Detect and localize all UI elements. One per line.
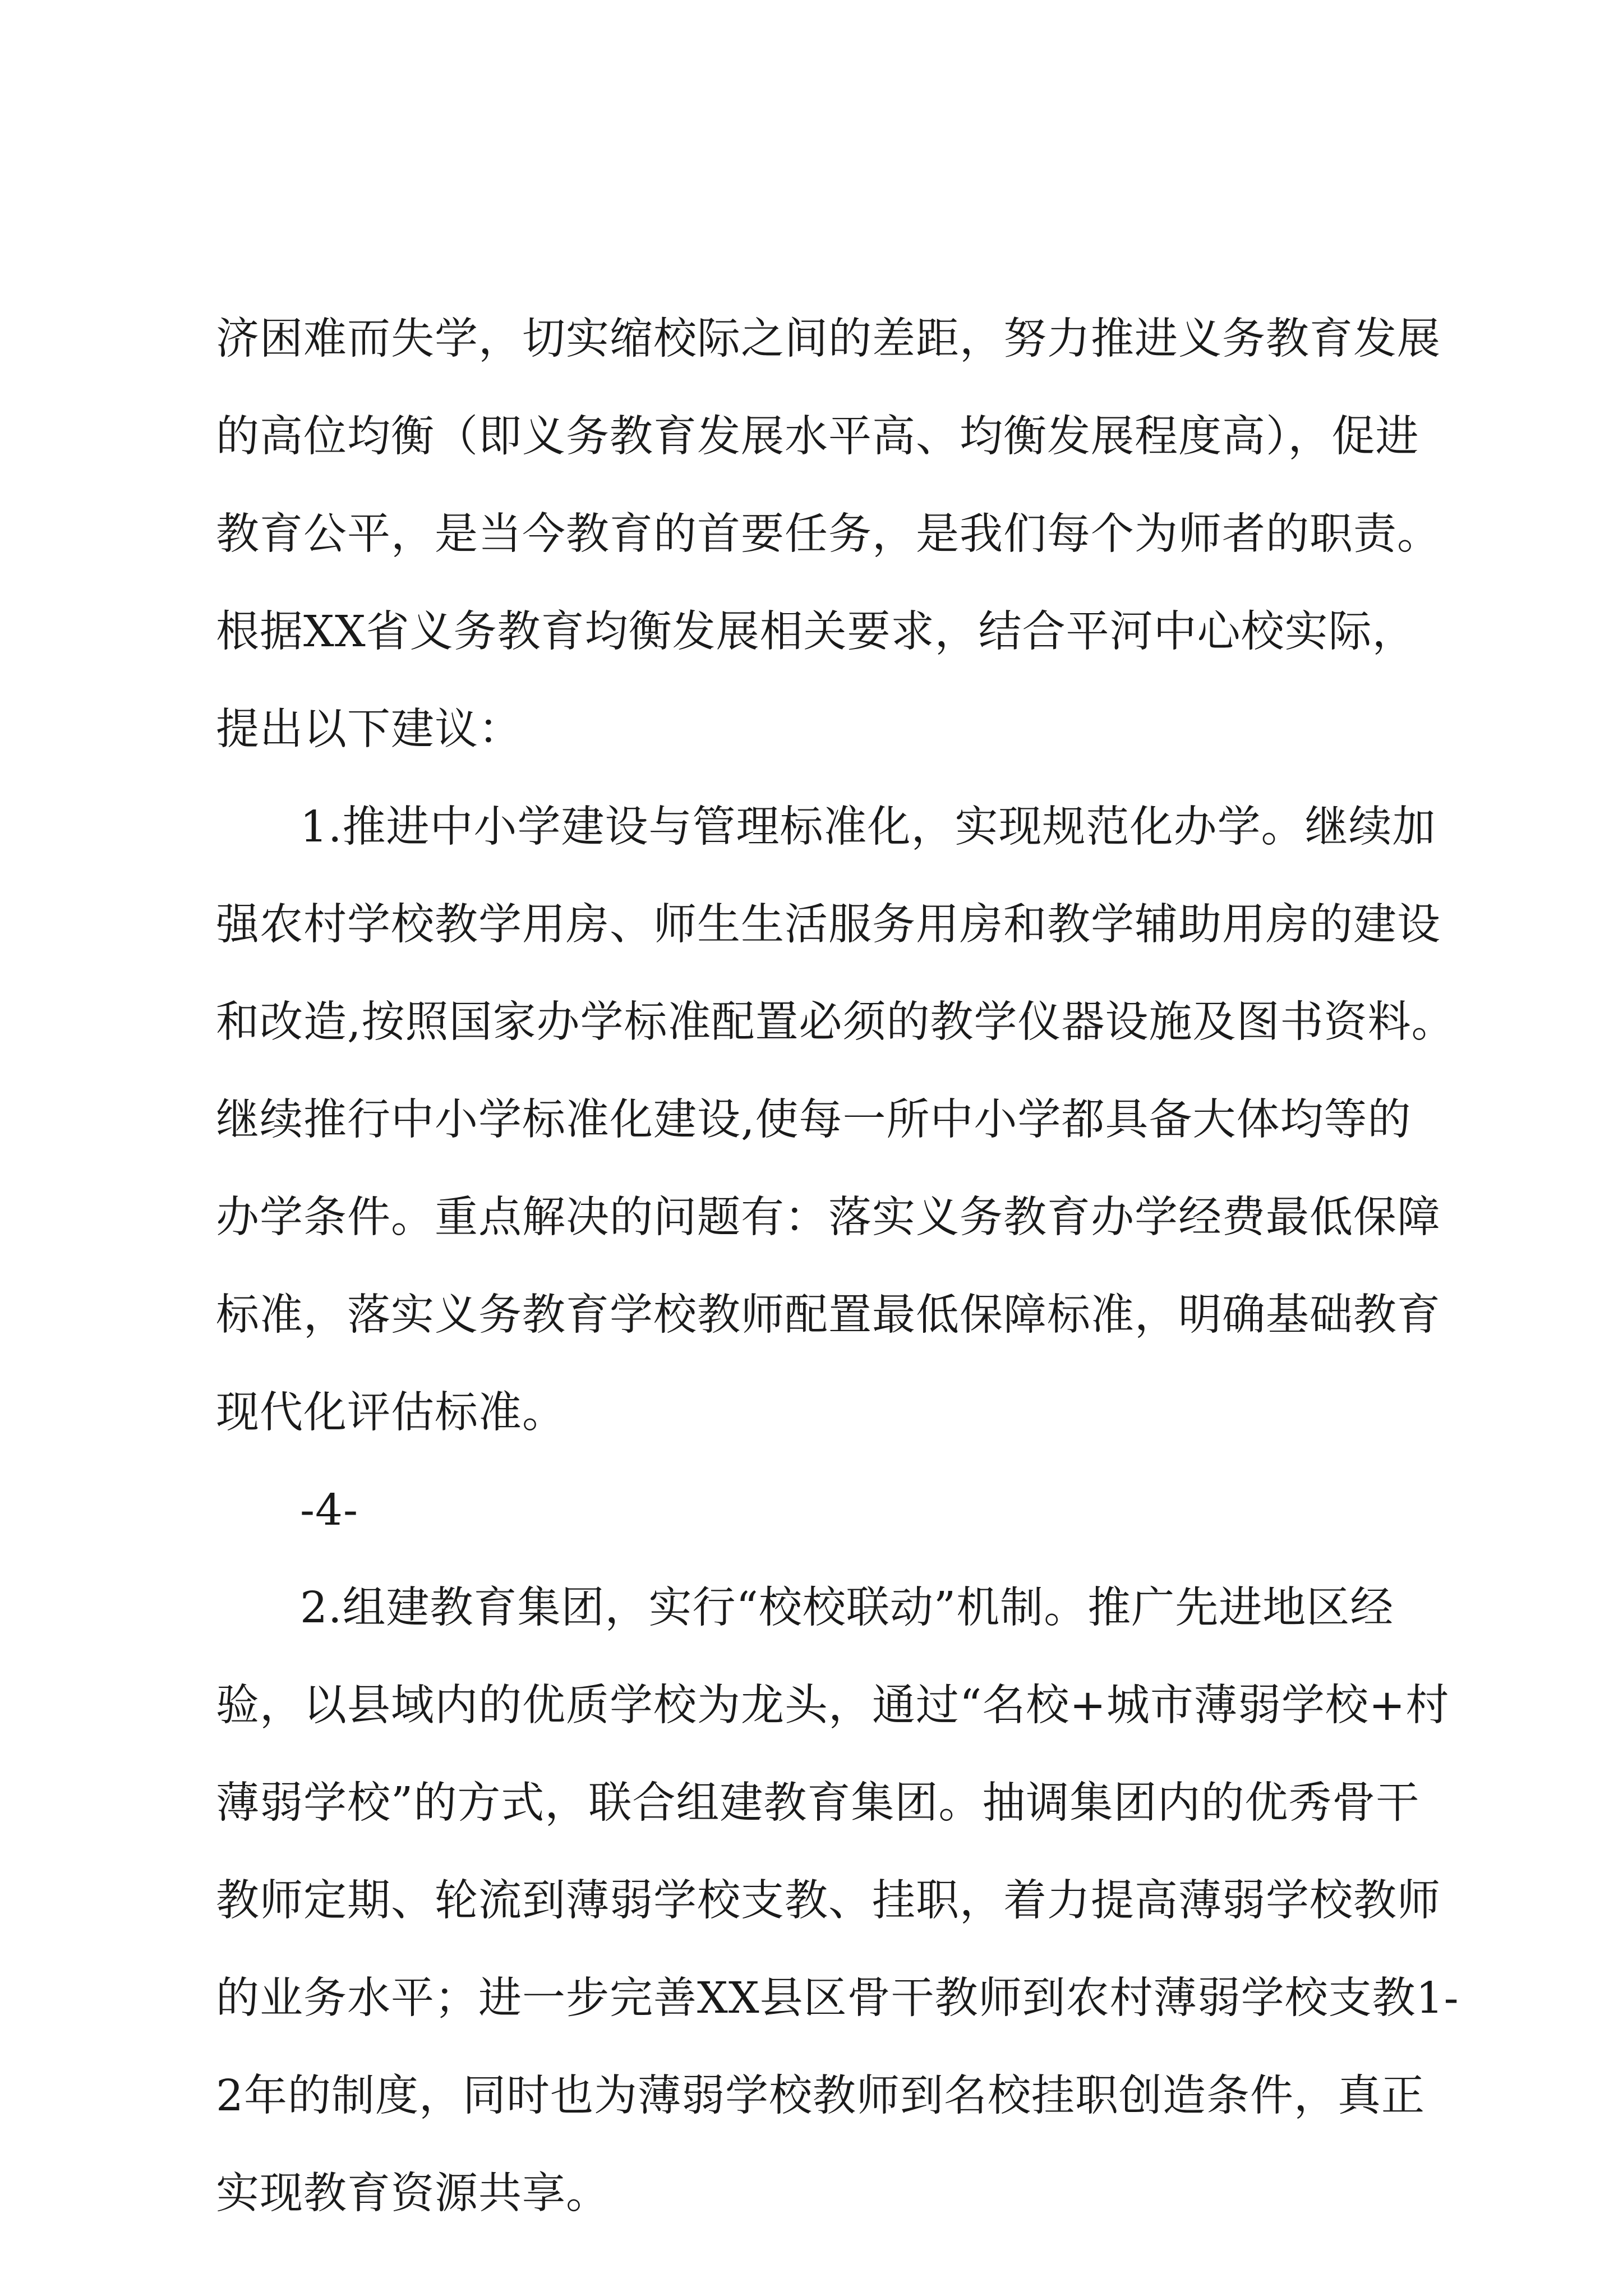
inline-page-marker: -4- [300,1485,359,1535]
text-line-2: 的高位均衡（即义务教育发展水平高、均衡发展程度高），促进 [216,412,1419,462]
paragraph-2-start: 2.组建教育集团，实行“校校联动”机制。推广先进地区经 [300,1583,1394,1633]
text-line-17: 教师定期、轮流到薄弱学校支教、挂职，着力提高薄弱学校教师 [216,1876,1441,1926]
text-line-4: 根据XX省义务教育均衡发展相关要求，结合平河中心校实际， [216,607,1416,657]
text-line-12: 现代化评估标准。 [216,1388,566,1438]
text-line-15: 验，以县域内的优质学校为龙头，通过“名校+城市薄弱学校+村 [216,1681,1450,1731]
text-line-7: 强农村学校教学用房、师生生活服务用房和教学辅助用房的建设 [216,900,1441,950]
paragraph-1-start: 1.推进中小学建设与管理标准化，实现规范化办学。继续加 [300,802,1436,852]
text-line-19: 2年的制度，同时也为薄弱学校教师到名校挂职创造条件，真正 [216,2071,1425,2121]
text-line-5: 提出以下建议： [216,705,522,754]
text-line-1: 济困难而失学，切实缩校际之间的差距，努力推进义务教育发展 [216,314,1441,364]
text-line-10: 办学条件。重点解决的问题有：落实义务教育办学经费最低保障 [216,1193,1441,1243]
text-line-11: 标准，落实义务教育学校教师配置最低保障标准，明确基础教育 [216,1290,1441,1340]
text-line-20: 实现教育资源共享。 [216,2169,610,2219]
text-line-18: 的业务水平；进一步完善XX县区骨干教师到农村薄弱学校支教1- [216,1973,1459,2023]
text-line-8: 和改造,按照国家办学标准配置必须的教学仪器设施及图书资料。 [216,997,1455,1047]
text-line-3: 教育公平，是当今教育的首要任务，是我们每个为师者的职责。 [216,509,1441,559]
text-line-16: 薄弱学校”的方式，联合组建教育集团。抽调集团内的优秀骨干 [216,1778,1420,1828]
text-line-9: 继续推行中小学标准化建设,使每一所中小学都具备大体均等的 [216,1095,1412,1145]
